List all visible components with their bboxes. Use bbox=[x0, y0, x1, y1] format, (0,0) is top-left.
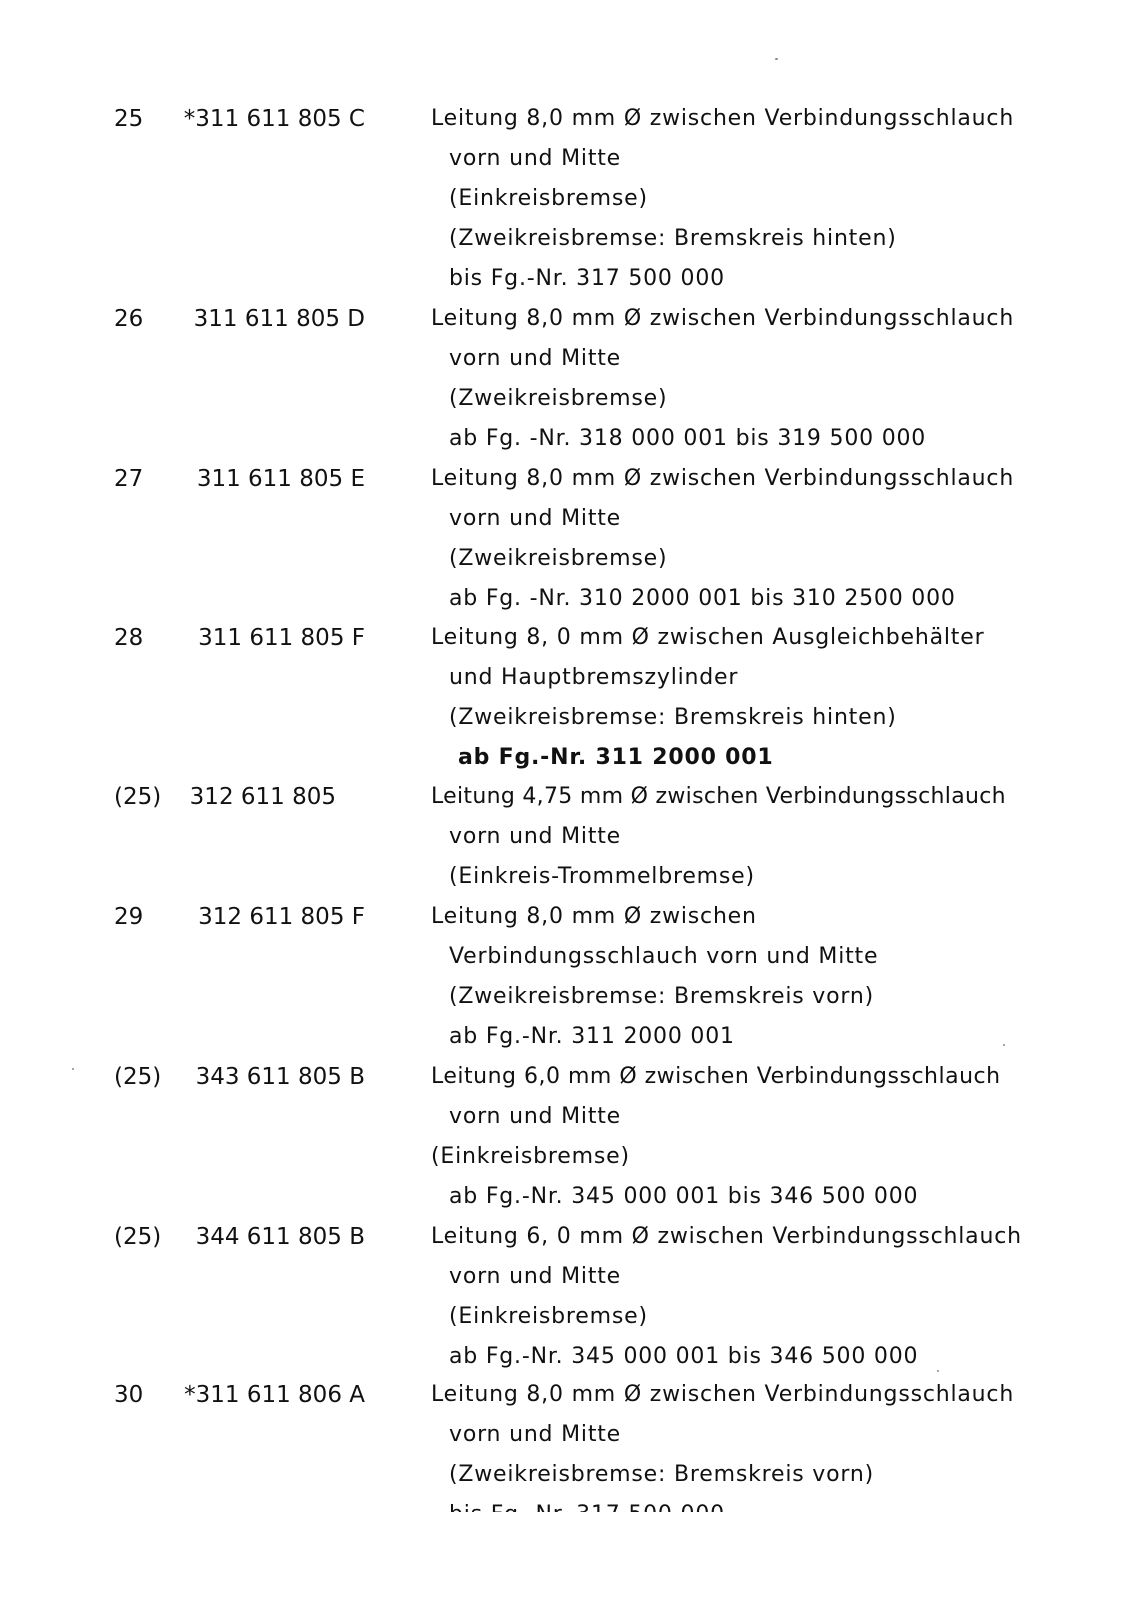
description-line: Leitung 8,0 mm Ø zwischen bbox=[431, 904, 757, 929]
description-line: und Hauptbremszylinder bbox=[449, 665, 739, 690]
position-number: 28 bbox=[114, 625, 144, 651]
description-line: vorn und Mitte bbox=[449, 1104, 621, 1129]
description-line: (Zweikreisbremse: Bremskreis vorn) bbox=[449, 984, 874, 1009]
description-line: ab Fg.-Nr. 311 2000 001 bbox=[458, 745, 774, 770]
description-line: vorn und Mitte bbox=[449, 824, 621, 849]
description-line: (Einkreisbremse) bbox=[449, 186, 648, 211]
description-line: Leitung 8,0 mm Ø zwischen Verbindungsschlauch bbox=[431, 466, 1015, 491]
scan-speck bbox=[775, 58, 778, 60]
description-line: ab Fg.-Nr. 311 2000 001 bbox=[449, 1024, 735, 1049]
description-line: vorn und Mitte bbox=[449, 506, 621, 531]
position-number: (25) bbox=[114, 1224, 162, 1250]
part-number: 311 611 805 D bbox=[193, 306, 365, 332]
description-line: ab Fg. -Nr. 318 000 001 bis 319 500 000 bbox=[449, 426, 927, 451]
description-line: ab Fg.-Nr. 345 000 001 bis 346 500 000 bbox=[449, 1184, 919, 1209]
description-line: (Zweikreisbremse) bbox=[449, 546, 668, 571]
description-line: Leitung 6,0 mm Ø zwischen Verbindungsschlauch bbox=[431, 1064, 1001, 1089]
position-number: 25 bbox=[114, 106, 144, 132]
scan-cutoff-mask bbox=[0, 1512, 1139, 1600]
position-number: 30 bbox=[114, 1382, 144, 1408]
description bbox=[431, 777, 1071, 897]
description-line: (Einkreis-Trommelbremse) bbox=[449, 864, 755, 889]
position-number: (25) bbox=[114, 1064, 162, 1090]
description-line: ab Fg. -Nr. 310 2000 001 bis 310 2500 000 bbox=[449, 586, 956, 611]
part-number: 312 611 805 F bbox=[198, 904, 365, 930]
description-line: Leitung 6, 0 mm Ø zwischen Verbindungsschlauch bbox=[431, 1224, 1022, 1249]
description bbox=[431, 459, 1071, 619]
description-line: Leitung 8,0 mm Ø zwischen Verbindungsschlauch bbox=[431, 1382, 1015, 1407]
description-line: Leitung 8, 0 mm Ø zwischen Ausgleichbehälter bbox=[431, 625, 985, 650]
description bbox=[431, 1057, 1071, 1217]
description-line: vorn und Mitte bbox=[449, 1422, 621, 1447]
description-line: ab Fg.-Nr. 345 000 001 bis 346 500 000 bbox=[449, 1344, 919, 1369]
description-line: vorn und Mitte bbox=[449, 146, 621, 171]
part-number: 311 611 805 F bbox=[198, 625, 365, 651]
description-line: (Zweikreisbremse: Bremskreis hinten) bbox=[449, 705, 897, 730]
description-line: vorn und Mitte bbox=[449, 346, 621, 371]
description bbox=[431, 299, 1071, 459]
description bbox=[431, 1217, 1071, 1377]
scan-speck bbox=[937, 1370, 939, 1372]
description-line: Verbindungsschlauch vorn und Mitte bbox=[449, 944, 879, 969]
description-line: (Einkreisbremse) bbox=[449, 1304, 648, 1329]
description bbox=[431, 99, 1071, 299]
part-number: 312 611 805 bbox=[189, 784, 336, 810]
description bbox=[431, 1375, 1071, 1535]
part-number: *311 611 805 C bbox=[183, 106, 365, 132]
description-line: Leitung 8,0 mm Ø zwischen Verbindungsschlauch bbox=[431, 306, 1015, 331]
description-line: (Zweikreisbremse) bbox=[449, 386, 668, 411]
scan-speck bbox=[1003, 1044, 1005, 1046]
description-line: bis Fg.-Nr. 317 500 000 bbox=[449, 266, 725, 291]
description-line: (Zweikreisbremse: Bremskreis hinten) bbox=[449, 226, 897, 251]
part-number: 311 611 805 E bbox=[196, 466, 365, 492]
description-line: (Zweikreisbremse: Bremskreis vorn) bbox=[449, 1462, 874, 1487]
position-number: 27 bbox=[114, 466, 144, 492]
scan-speck bbox=[72, 1068, 74, 1070]
description-line: vorn und Mitte bbox=[449, 1264, 621, 1289]
position-number: 29 bbox=[114, 904, 144, 930]
description bbox=[431, 618, 1071, 778]
part-number: *311 611 806 A bbox=[184, 1382, 365, 1408]
description-line: Leitung 4,75 mm Ø zwischen Verbindungsschlauch bbox=[431, 784, 1006, 809]
description-line: Leitung 8,0 mm Ø zwischen Verbindungsschlauch bbox=[431, 106, 1015, 131]
part-number: 343 611 805 B bbox=[195, 1064, 365, 1090]
description bbox=[431, 897, 1071, 1057]
part-number: 344 611 805 B bbox=[195, 1224, 365, 1250]
position-number: (25) bbox=[114, 784, 162, 810]
description-line: (Einkreisbremse) bbox=[431, 1144, 630, 1169]
position-number: 26 bbox=[114, 306, 144, 332]
